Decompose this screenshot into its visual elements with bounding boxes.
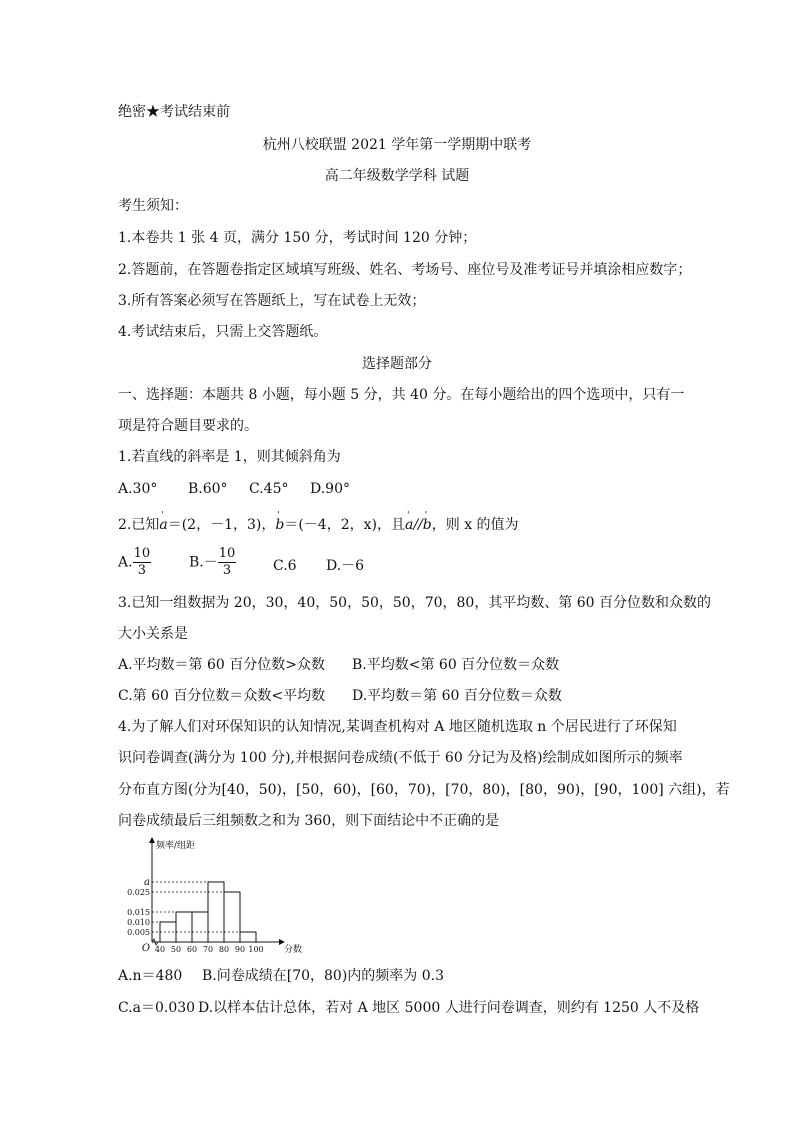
fraction: $\frac{10}{3}$ <box>133 546 151 578</box>
fraction: $\frac{10}{3}$ <box>218 546 236 578</box>
q1-stem: 1.若直线的斜率是 1，则其倾斜角为 <box>118 449 341 465</box>
x-tick-label: 100 <box>248 945 264 954</box>
section-intro: 一、选择题：本题共 8 小题，每小题 5 分，共 40 分。在每小题给出的四个选项中，只有一 <box>118 387 685 403</box>
exam-subtitle: 高二年级数学学科 试题 <box>324 168 470 184</box>
confidential-mark: 绝密★考试结束前 <box>118 104 230 120</box>
x-axis-label: 分数 <box>284 945 303 954</box>
notice-item: 1.本卷共 1 张 4 页，满分 150 分，考试时间 120 分钟； <box>118 230 477 246</box>
q2-option-a: A. $\frac{10}{3}$ <box>118 546 151 578</box>
histogram-bar <box>192 912 208 942</box>
q2-option-c: C.6 <box>273 558 297 574</box>
y-tick-label: a <box>144 877 150 888</box>
notice-item: 3.所有答案必须写在答题纸上，写在试卷上无效； <box>118 293 426 309</box>
histogram-bar <box>240 932 256 942</box>
histogram-bar <box>224 892 240 942</box>
vector-a: ' a <box>405 515 413 535</box>
x-tick-label: 70 <box>202 945 214 954</box>
histogram-bar <box>176 912 192 942</box>
q1-option-d: D.90° <box>310 481 350 497</box>
parallel-symbol: // <box>413 517 423 533</box>
section-title: 选择题部分 <box>362 356 432 372</box>
q3-stem-cont: 大小关系是 <box>118 626 188 642</box>
x-tick-label: 90 <box>234 945 246 954</box>
notice-heading: 考生须知： <box>118 198 188 214</box>
q1-option-a: A.30° <box>118 481 158 497</box>
q4-stem-cont: 问卷成绩最后三组频数之和为 360，则下面结论中不正确的是 <box>118 813 500 829</box>
q4-stem-cont: 识问卷调查(满分为 100 分),并根据问卷成绩(不低于 60 分记为及格)绘制成如图所示的频率 <box>118 750 683 766</box>
q1-option-c: C.45° <box>249 481 289 497</box>
x-tick-label: 50 <box>170 945 182 954</box>
q2-stem <box>118 515 519 535</box>
y-axis-label: 频率/组距 <box>156 841 196 851</box>
exam-title: 杭州八校联盟 2021 学年第一学期期中联考 <box>262 137 532 153</box>
q2-option-d: D.－6 <box>326 558 365 574</box>
y-tick-label: 0.005 <box>127 928 150 937</box>
y-tick-label: 0.015 <box>127 908 150 917</box>
q2-text: ，则 x 的值为 <box>431 517 519 533</box>
q4-stem-cont: 分布直方图(分为[40，50)，[50，60)，[60，70)，[70，80)，[80，90)，[90，100] 六组)，若 <box>118 782 730 798</box>
q1-option-b: B.60° <box>188 481 228 497</box>
q4-option-a: A.n＝480 <box>118 968 183 984</box>
q2-text: ＝(2，－1，3)， <box>167 517 276 533</box>
origin-label: O <box>141 943 151 954</box>
notice-item: 4.考试结束后，只需上交答题纸。 <box>118 324 328 340</box>
q4-stem: 4.为了解人们对环保知识的认知情况,某调查机构对 A 地区随机选取 n 个居民进行了环保知 <box>118 719 677 735</box>
q2-text: ＝(－4，2，x)，且 <box>284 517 405 533</box>
q3-option-c: C.第 60 百分位数＝众数<平均数 <box>118 688 326 704</box>
y-tick-label: 0.010 <box>127 918 150 927</box>
notice-item: 2.答题前，在答题卷指定区域填写班级、姓名、考场号、座位号及准考证号并填涂相应数字； <box>118 262 692 278</box>
vector-b: ' b <box>275 515 284 535</box>
q4-option-b: B.问卷成绩在[70，80)内的频率为 0.3 <box>202 968 445 984</box>
x-tick-label: 60 <box>186 945 198 954</box>
vector-a: ' a <box>159 515 167 535</box>
histogram-bar <box>208 882 224 942</box>
q3-stem: 3.已知一组数据为 20，30，40，50，50，50，70，80，其平均数、第 60 百分位数和众数的 <box>118 595 712 611</box>
q2-text: 2.已知 <box>118 517 160 533</box>
frequency-histogram <box>112 834 322 954</box>
x-tick-label: 80 <box>218 945 230 954</box>
section-intro-cont: 项是符合题目要求的。 <box>118 418 258 434</box>
q3-option-b: B.平均数<第 60 百分位数＝众数 <box>352 657 560 673</box>
q2-option-b: B.－ $\frac{10}{3}$ <box>189 546 236 578</box>
q4-option-c: C.a＝0.030 <box>118 1000 196 1016</box>
q3-option-a: A.平均数＝第 60 百分位数>众数 <box>118 657 326 673</box>
x-tick-label: 40 <box>154 945 166 954</box>
q4-option-d: D.以样本估计总体，若对 A 地区 5000 人进行问卷调查，则约有 1250 人不及格 <box>198 1000 700 1016</box>
q3-option-d: D.平均数＝第 60 百分位数＝众数 <box>352 688 562 704</box>
vector-b: ' b <box>423 515 432 535</box>
y-tick-label: 0.025 <box>127 888 150 897</box>
